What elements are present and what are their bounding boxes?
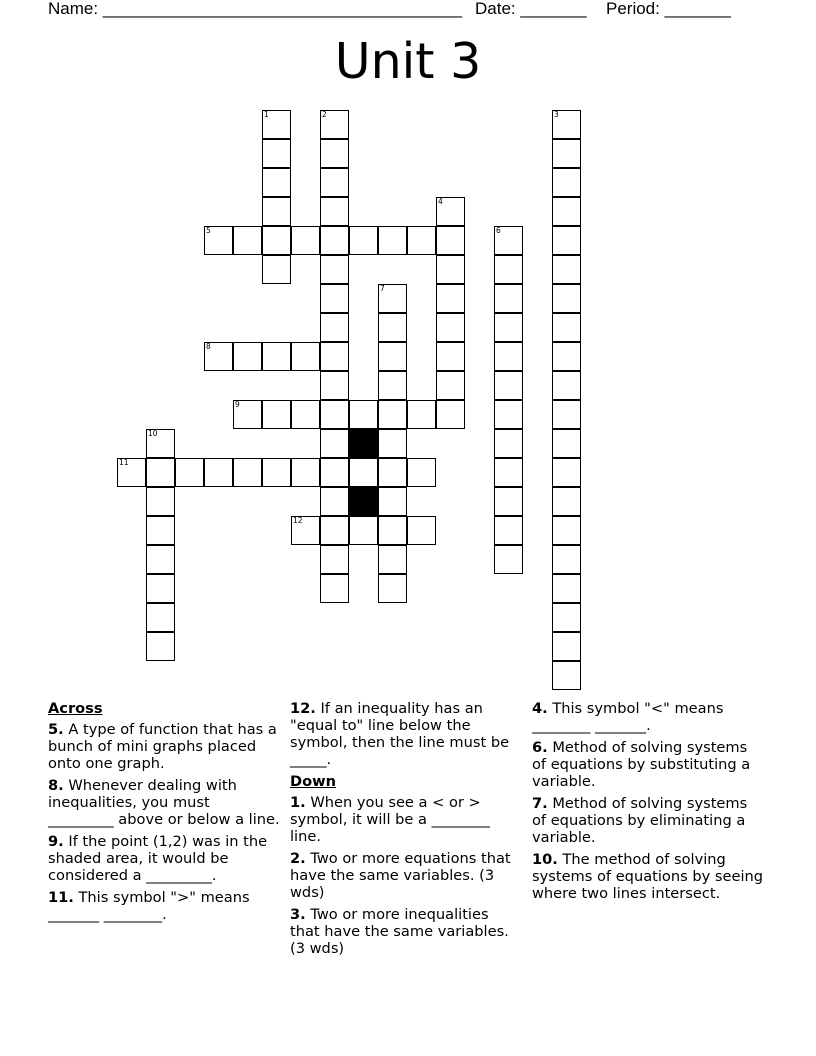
clue-number-label: 4 bbox=[438, 197, 443, 206]
crossword-cell[interactable] bbox=[494, 545, 523, 574]
crossword-cell[interactable] bbox=[552, 342, 581, 371]
crossword-cell[interactable] bbox=[378, 226, 407, 255]
black-square bbox=[349, 487, 378, 516]
crossword-cell[interactable] bbox=[552, 284, 581, 313]
clue-text: This symbol "<" means ________ _______. bbox=[532, 700, 724, 734]
crossword-cell[interactable] bbox=[291, 458, 320, 487]
clue-number: 2. bbox=[290, 850, 306, 867]
date-field[interactable]: Date: _______ bbox=[475, 0, 587, 18]
crossword-cell[interactable] bbox=[436, 342, 465, 371]
crossword-cell[interactable] bbox=[378, 400, 407, 429]
crossword-cell[interactable] bbox=[494, 400, 523, 429]
crossword-cell[interactable] bbox=[552, 661, 581, 690]
clue-text: If the point (1,2) was in the shaded area, it would be considered a _________. bbox=[48, 833, 268, 884]
clue-down-6 bbox=[532, 739, 764, 790]
clue-down-2 bbox=[290, 850, 522, 901]
crossword-cell[interactable] bbox=[378, 458, 407, 487]
crossword-cell[interactable] bbox=[378, 574, 407, 603]
crossword-cell[interactable] bbox=[552, 516, 581, 545]
crossword-cell[interactable] bbox=[436, 255, 465, 284]
crossword-cell[interactable] bbox=[146, 574, 175, 603]
clue-text: Two or more equations that have the same variables. (3 wds) bbox=[290, 850, 511, 901]
clue-number: 3. bbox=[290, 906, 306, 923]
clue-number-label: 7 bbox=[380, 284, 385, 293]
crossword-cell[interactable] bbox=[320, 284, 349, 313]
crossword-cell[interactable] bbox=[146, 545, 175, 574]
crossword-cell[interactable] bbox=[407, 516, 436, 545]
clue-number-label: 12 bbox=[293, 516, 303, 525]
crossword-cell[interactable] bbox=[320, 574, 349, 603]
crossword-cell[interactable] bbox=[494, 284, 523, 313]
clue-number: 6. bbox=[532, 739, 548, 756]
clue-number-label: 6 bbox=[496, 226, 501, 235]
clue-text: If an inequality has an "equal to" line below the symbol, then the line must be _____. bbox=[290, 700, 510, 768]
crossword-cell[interactable] bbox=[320, 255, 349, 284]
clue-across-8 bbox=[48, 777, 280, 828]
clue-number: 12. bbox=[290, 700, 316, 717]
crossword-cell[interactable] bbox=[494, 255, 523, 284]
crossword-cell[interactable] bbox=[407, 226, 436, 255]
crossword-cell[interactable] bbox=[552, 400, 581, 429]
clue-text: The method of solving systems of equations by seeing where two lines intersect. bbox=[532, 851, 764, 902]
crossword-cell[interactable] bbox=[262, 226, 291, 255]
crossword-cell[interactable] bbox=[494, 458, 523, 487]
crossword-cell[interactable] bbox=[378, 545, 407, 574]
clue-number: 1. bbox=[290, 794, 306, 811]
clue-number: 4. bbox=[532, 700, 548, 717]
crossword-cell[interactable] bbox=[204, 458, 233, 487]
crossword-cell[interactable] bbox=[175, 458, 204, 487]
crossword-cell[interactable] bbox=[146, 632, 175, 661]
clue-number-label: 8 bbox=[206, 342, 211, 351]
crossword-cell[interactable] bbox=[494, 342, 523, 371]
crossword-cell[interactable] bbox=[320, 371, 349, 400]
clue-number-label: 1 bbox=[264, 110, 269, 119]
crossword-cell[interactable] bbox=[146, 516, 175, 545]
clue-number-label: 3 bbox=[554, 110, 559, 119]
crossword-cell[interactable] bbox=[552, 313, 581, 342]
crossword-cell[interactable] bbox=[320, 168, 349, 197]
crossword-cell[interactable] bbox=[378, 516, 407, 545]
crossword-cell[interactable] bbox=[407, 400, 436, 429]
crossword-cell[interactable] bbox=[349, 400, 378, 429]
clues-column-1 bbox=[48, 700, 280, 928]
crossword-cell[interactable] bbox=[407, 458, 436, 487]
crossword-cell[interactable] bbox=[552, 226, 581, 255]
crossword-cell[interactable] bbox=[494, 429, 523, 458]
crossword-cell[interactable] bbox=[349, 516, 378, 545]
crossword-cell[interactable] bbox=[378, 429, 407, 458]
crossword-cell[interactable] bbox=[552, 371, 581, 400]
clue-down-3 bbox=[290, 906, 522, 957]
clue-across-12 bbox=[290, 700, 522, 768]
page-title: Unit 3 bbox=[334, 33, 482, 90]
clue-number: 8. bbox=[48, 777, 64, 794]
crossword-cell[interactable] bbox=[320, 313, 349, 342]
clues-column-3 bbox=[532, 700, 764, 907]
crossword-cell[interactable] bbox=[552, 603, 581, 632]
crossword-cell[interactable] bbox=[291, 400, 320, 429]
clue-number-label: 10 bbox=[148, 429, 158, 438]
crossword-cell[interactable] bbox=[349, 458, 378, 487]
clue-text: Method of solving systems of equations by substituting a variable. bbox=[532, 739, 751, 790]
crossword-cell[interactable] bbox=[436, 284, 465, 313]
across-heading: Across bbox=[48, 700, 103, 717]
crossword-cell[interactable] bbox=[262, 255, 291, 284]
crossword-cell[interactable] bbox=[349, 226, 378, 255]
crossword-cell[interactable] bbox=[494, 371, 523, 400]
clue-number: 5. bbox=[48, 721, 64, 738]
clues-column-2 bbox=[290, 700, 522, 962]
crossword-cell[interactable] bbox=[378, 487, 407, 516]
down-heading: Down bbox=[290, 773, 337, 790]
clue-down-1 bbox=[290, 794, 522, 845]
crossword-cell[interactable] bbox=[552, 139, 581, 168]
clue-across-5 bbox=[48, 721, 280, 772]
clue-number-label: 2 bbox=[322, 110, 327, 119]
crossword-cell[interactable] bbox=[552, 255, 581, 284]
crossword-cell[interactable] bbox=[378, 371, 407, 400]
clue-number: 7. bbox=[532, 795, 548, 812]
crossword-cell[interactable] bbox=[291, 226, 320, 255]
clue-text: Whenever dealing with inequalities, you must _________ above or below a line. bbox=[48, 777, 280, 828]
crossword-cell[interactable] bbox=[436, 313, 465, 342]
crossword-cell[interactable] bbox=[262, 400, 291, 429]
clue-number: 10. bbox=[532, 851, 558, 868]
crossword-cell[interactable] bbox=[146, 487, 175, 516]
clue-down-4 bbox=[532, 700, 764, 734]
crossword-cell[interactable] bbox=[552, 197, 581, 226]
name-field[interactable]: Name: ______________________________________ bbox=[48, 0, 463, 18]
crossword-cell[interactable] bbox=[552, 168, 581, 197]
clue-down-7 bbox=[532, 795, 764, 846]
crossword-cell[interactable] bbox=[320, 197, 349, 226]
crossword-cell[interactable] bbox=[552, 487, 581, 516]
crossword-cell[interactable] bbox=[320, 458, 349, 487]
crossword-cell[interactable] bbox=[320, 516, 349, 545]
clue-number-label: 11 bbox=[119, 458, 129, 467]
crossword-cell[interactable] bbox=[320, 226, 349, 255]
crossword-cell[interactable] bbox=[146, 458, 175, 487]
crossword-cell[interactable] bbox=[262, 342, 291, 371]
crossword-cell[interactable] bbox=[436, 226, 465, 255]
clue-number: 9. bbox=[48, 833, 64, 850]
crossword-cell[interactable] bbox=[233, 226, 262, 255]
crossword-cell[interactable] bbox=[378, 313, 407, 342]
crossword-cell[interactable] bbox=[494, 313, 523, 342]
crossword-cell[interactable] bbox=[494, 516, 523, 545]
crossword-cell[interactable] bbox=[320, 139, 349, 168]
clue-number-label: 9 bbox=[235, 400, 240, 409]
clue-across-11 bbox=[48, 889, 280, 923]
period-field[interactable]: Period: _______ bbox=[606, 0, 731, 18]
clue-text: When you see a < or > symbol, it will be a ________ line. bbox=[290, 794, 490, 845]
crossword-cell[interactable] bbox=[436, 400, 465, 429]
crossword-cell[interactable] bbox=[320, 487, 349, 516]
crossword-cell[interactable] bbox=[320, 545, 349, 574]
crossword-cell[interactable] bbox=[552, 545, 581, 574]
crossword-cell[interactable] bbox=[262, 168, 291, 197]
crossword-cell[interactable] bbox=[552, 429, 581, 458]
crossword-cell[interactable] bbox=[320, 400, 349, 429]
crossword-cell[interactable] bbox=[552, 458, 581, 487]
clue-number: 11. bbox=[48, 889, 74, 906]
clue-number-label: 5 bbox=[206, 226, 211, 235]
crossword-cell[interactable] bbox=[262, 197, 291, 226]
crossword-cell[interactable] bbox=[320, 429, 349, 458]
clue-text: Two or more inequalities that have the same variables. (3 wds) bbox=[290, 906, 509, 957]
crossword-cell[interactable] bbox=[146, 603, 175, 632]
clue-text: Method of solving systems of equations by eliminating a variable. bbox=[532, 795, 748, 846]
crossword-cell[interactable] bbox=[552, 574, 581, 603]
crossword-cell[interactable] bbox=[436, 371, 465, 400]
clue-down-10 bbox=[532, 851, 764, 902]
crossword-cell[interactable] bbox=[262, 139, 291, 168]
crossword-cell[interactable] bbox=[494, 487, 523, 516]
crossword-cell[interactable] bbox=[552, 632, 581, 661]
clue-across-9 bbox=[48, 833, 280, 884]
crossword-cell[interactable] bbox=[233, 342, 262, 371]
black-square bbox=[349, 429, 378, 458]
clue-text: This symbol ">" means _______ ________. bbox=[48, 889, 250, 923]
crossword-cell[interactable] bbox=[262, 458, 291, 487]
crossword-cell[interactable] bbox=[233, 458, 262, 487]
crossword-cell[interactable] bbox=[378, 342, 407, 371]
crossword-cell[interactable] bbox=[291, 342, 320, 371]
crossword-cell[interactable] bbox=[320, 342, 349, 371]
clue-text: A type of function that has a bunch of mini graphs placed onto one graph. bbox=[48, 721, 277, 772]
